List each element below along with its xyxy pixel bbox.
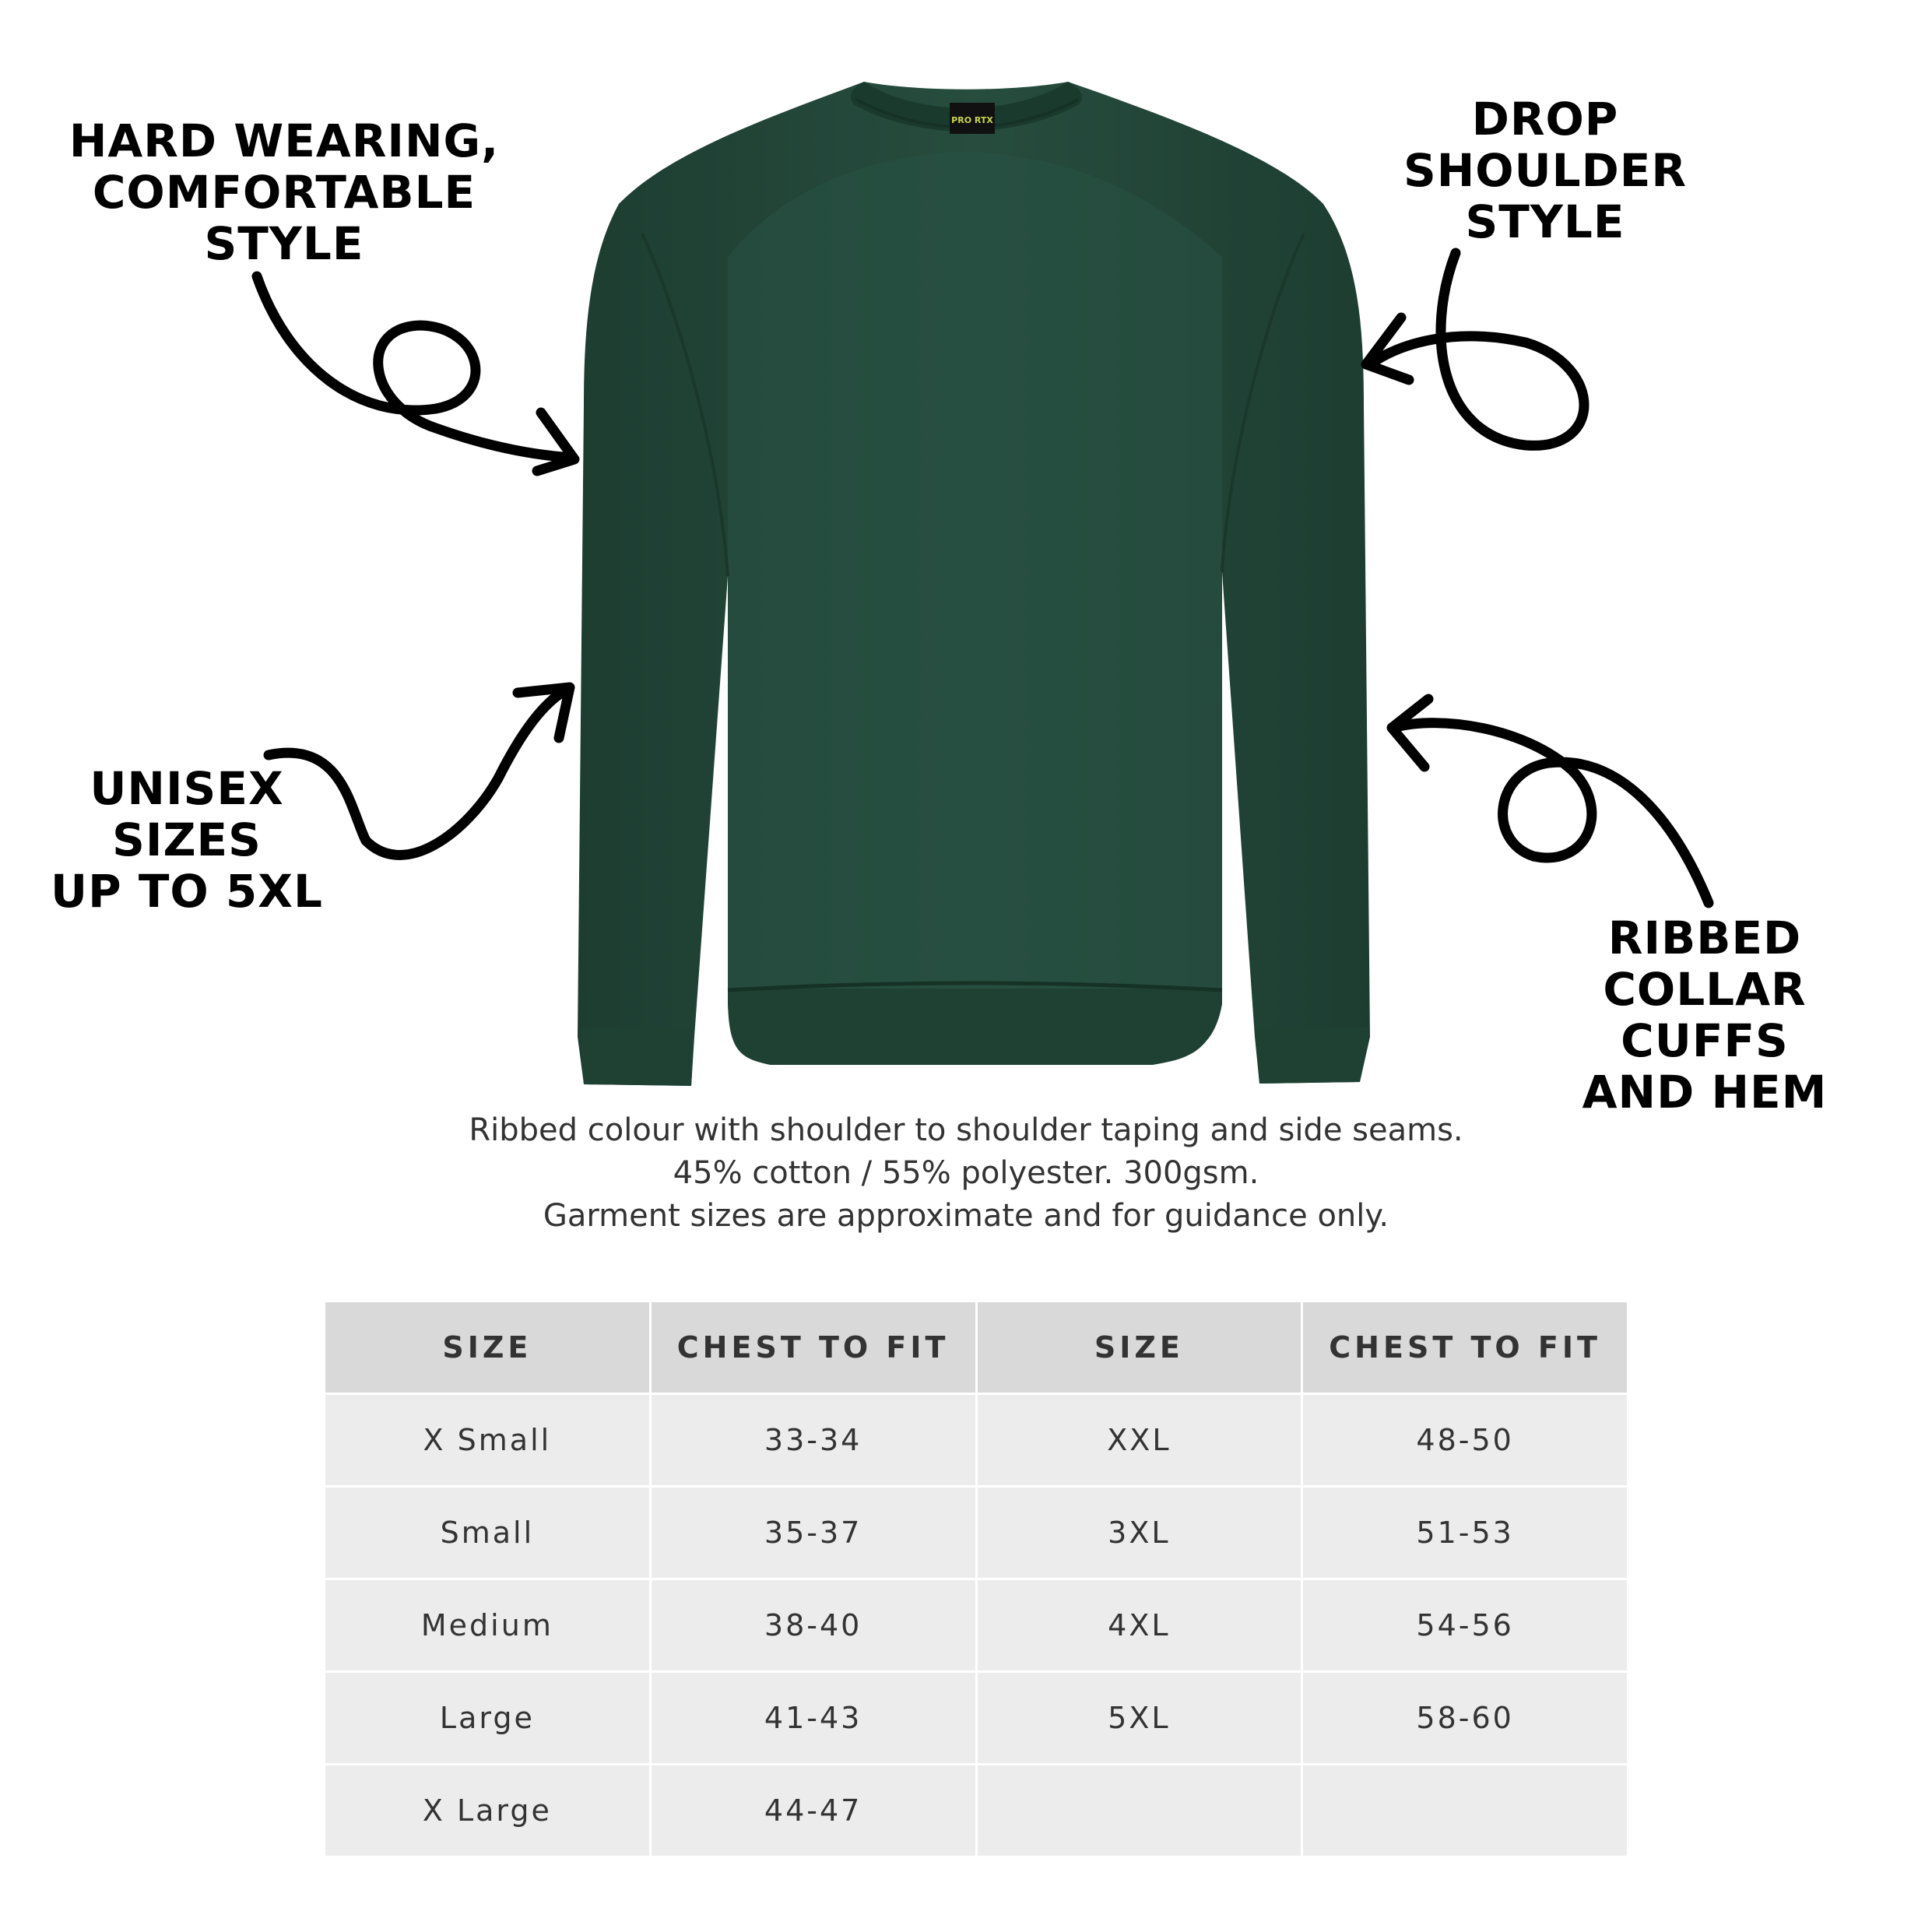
callout-line: AND HEM bbox=[1582, 1066, 1828, 1119]
header-chest-to-fit: CHEST TO FIT bbox=[1302, 1301, 1628, 1394]
size-cell: 5XL bbox=[976, 1672, 1302, 1765]
description-line: Garment sizes are approximate and for guidance only. bbox=[543, 1198, 1389, 1234]
callout-line: CUFFS bbox=[1621, 1014, 1789, 1067]
chest-cell bbox=[1302, 1765, 1628, 1857]
size-cell: Medium bbox=[325, 1579, 651, 1672]
chest-cell: 38-40 bbox=[650, 1579, 976, 1672]
header-chest-to-fit: CHEST TO FIT bbox=[650, 1301, 976, 1394]
table-row bbox=[325, 1672, 1628, 1765]
size-cell: Small bbox=[325, 1487, 651, 1579]
callout-line: COMFORTABLE bbox=[92, 166, 476, 219]
table-header-row bbox=[325, 1301, 1628, 1394]
callout-line: UNISEX bbox=[90, 762, 284, 815]
table-row bbox=[325, 1765, 1628, 1857]
callout-line: RIBBED bbox=[1607, 912, 1802, 964]
size-cell: 3XL bbox=[976, 1487, 1302, 1579]
table-row bbox=[325, 1579, 1628, 1672]
callout-line: STYLE bbox=[1465, 195, 1625, 248]
chest-cell: 48-50 bbox=[1302, 1394, 1628, 1487]
arrow-hard-wearing bbox=[257, 276, 572, 458]
size-cell: X Small bbox=[325, 1394, 651, 1487]
header-size: SIZE bbox=[976, 1301, 1302, 1394]
callout-line: COLLAR bbox=[1603, 963, 1807, 1016]
callout-line: STYLE bbox=[204, 217, 364, 270]
table-row bbox=[325, 1487, 1628, 1579]
product-description bbox=[188, 1109, 1744, 1238]
header-size: SIZE bbox=[325, 1301, 651, 1394]
chest-cell: 44-47 bbox=[650, 1765, 976, 1857]
callout-line: SIZES bbox=[112, 813, 262, 866]
callout-ribbed bbox=[1549, 912, 1860, 1118]
chest-cell: 58-60 bbox=[1302, 1672, 1628, 1765]
callout-hard-wearing bbox=[51, 115, 518, 269]
description-line: 45% cotton / 55% polyester. 300gsm. bbox=[673, 1155, 1259, 1191]
callout-line: DROP bbox=[1471, 93, 1619, 146]
callout-unisex bbox=[31, 763, 342, 917]
description-line: Ribbed colour with shoulder to shoulder taping and side seams. bbox=[469, 1112, 1463, 1148]
callout-drop-shoulder bbox=[1351, 93, 1740, 248]
size-cell: Large bbox=[325, 1672, 651, 1765]
table-row bbox=[325, 1394, 1628, 1487]
neck-label-text: PRO RTX bbox=[951, 115, 993, 125]
chest-cell: 54-56 bbox=[1302, 1579, 1628, 1672]
chest-cell: 33-34 bbox=[650, 1394, 976, 1487]
chest-cell: 51-53 bbox=[1302, 1487, 1628, 1579]
size-cell bbox=[976, 1765, 1302, 1857]
callout-line: HARD WEARING, bbox=[68, 114, 500, 167]
size-cell: 4XL bbox=[976, 1579, 1302, 1672]
arrow-drop-shoulder bbox=[1370, 253, 1584, 445]
size-cell: X Large bbox=[325, 1765, 651, 1857]
size-cell: XXL bbox=[976, 1394, 1302, 1487]
callout-line: SHOULDER bbox=[1403, 144, 1688, 197]
chest-cell: 41-43 bbox=[650, 1672, 976, 1765]
size-chart-table bbox=[323, 1300, 1629, 1858]
callout-line: UP TO 5XL bbox=[51, 865, 323, 918]
chest-cell: 35-37 bbox=[650, 1487, 976, 1579]
arrow-ribbed bbox=[1393, 723, 1709, 903]
